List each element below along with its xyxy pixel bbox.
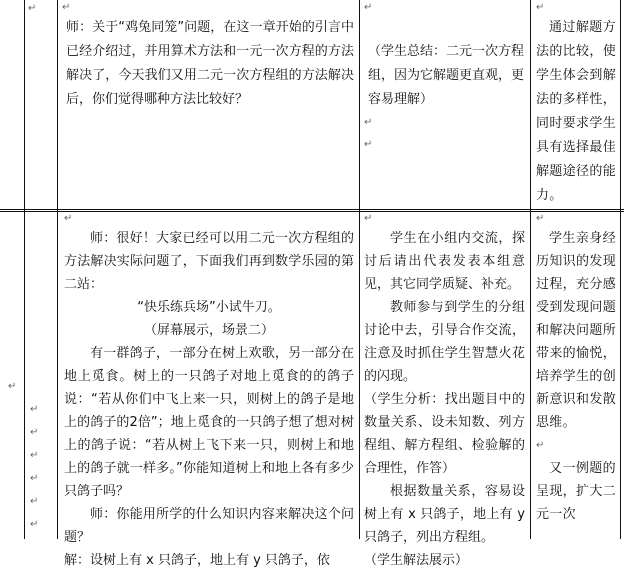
teacher-question-2: 师：你能用所学的什么知识内容来解决这个问题？ (64, 507, 354, 545)
paragraph-mark: ↵ (30, 496, 39, 507)
paragraph-mark: ↵ (536, 2, 545, 13)
row2-teacher-cell (64, 211, 354, 568)
student-solution-show: （学生解法展示） (364, 553, 469, 568)
paragraph-mark: ↵ (364, 2, 373, 13)
paragraph-mark: ↵ (8, 381, 17, 392)
paragraph-mark: ↵ (536, 213, 545, 224)
student-analysis: （学生分析：找出题目中的数量关系、设未知数、列方程组、解方程组、检验解的合理性，作答） (364, 392, 525, 476)
table-divider-2 (359, 0, 360, 539)
station-title: “快乐练兵场”小试牛刀。 (137, 300, 281, 315)
teacher-intro: 师：很好！大家已经可以用二元一次方程组的方法解决实际问题了，下面我们再到数学乐园的第二站： (64, 231, 354, 292)
row1-teacher-cell (62, 0, 354, 209)
paragraph-mark: ↵ (62, 2, 71, 13)
paragraph-mark: ↵ (28, 3, 37, 14)
paragraph-mark: ↵ (30, 427, 39, 438)
row1-student-cell (364, 0, 524, 209)
design-intent-3: 又一例题的呈现，扩大二元一次 (536, 461, 616, 522)
teacher-question: 师：关于“鸡兔同笼”问题，在这一章开始的引言中已经介绍过，并用算术方法和一元一次方程的方法解决了，今天我们又用二元一次方程组的方法解决后，你们觉得哪种方法比较好？ (66, 20, 354, 107)
screen-note: （屏幕展示，场景二） (143, 323, 274, 338)
design-intent-1: 通过解题方法的比较，使学生体会到解法的多样性，同时要求学生具有选择最佳解题途径的能力。 (536, 20, 616, 203)
set-unknowns: 根据数量关系，容易设树上有 x 只鸽子，地上有 y 只鸽子，列出方程组。 (364, 484, 525, 545)
paragraph-mark: ↵ (30, 519, 39, 530)
row2-student-cell (364, 211, 525, 568)
group-discussion: 学生在小组内交流，探讨后请出代表发表本组意见，其它同学质疑、补充。 (364, 231, 525, 292)
paragraph-mark: ↵ (30, 450, 39, 461)
paragraph-mark: ↵ (30, 473, 39, 484)
paragraph-mark: ↵ (364, 139, 373, 150)
paragraph-mark: ↵ (364, 213, 373, 224)
table-border-right (620, 0, 621, 539)
row1-col0 (26, 0, 56, 209)
row1-intent-cell (536, 0, 616, 209)
design-intent-2: 学生亲身经历知识的发现过程，充分感受到发现问题和解决问题所带来的愉悦，培养学生的创新意识和发散思维。 (536, 231, 616, 430)
row2-intent-cell (536, 211, 616, 539)
row-separator (0, 209, 624, 210)
student-summary: （学生总结：二元一次方程组，因为它解题更直观，更容易理解） (368, 44, 525, 107)
paragraph-mark: ↵ (64, 213, 73, 224)
pigeon-problem: 有一群鸽子，一部分在树上欢歌，另一部分在地上觅食。树上的一只鸽子对地上觅食的的鸽子说：“若从你们中飞上来一只，则树上的鸽子是地上的鸽子的2倍”；地上觅食的一只鸽子想了想对树上的鸽子说：“若从树上飞下来一只，则树上和地上的鸽子就一样多。”你能知道树上和地上各有多少只鸽子吗？ (64, 346, 354, 499)
table-divider-3 (530, 0, 531, 539)
paragraph-mark: ↵ (30, 404, 39, 415)
paragraph-mark: ↵ (536, 440, 545, 451)
paragraph-mark: ↵ (364, 117, 373, 128)
row2-col0 (4, 211, 56, 539)
solution-start: 解：设树上有 x 只鸽子，地上有 y 只鸽子，依 (64, 553, 330, 568)
table-divider-1 (57, 0, 58, 539)
teacher-participation: 教师参与到学生的分组讨论中去，引导合作交流，注意及时抓住学生智慧火花的闪现。 (364, 300, 525, 384)
